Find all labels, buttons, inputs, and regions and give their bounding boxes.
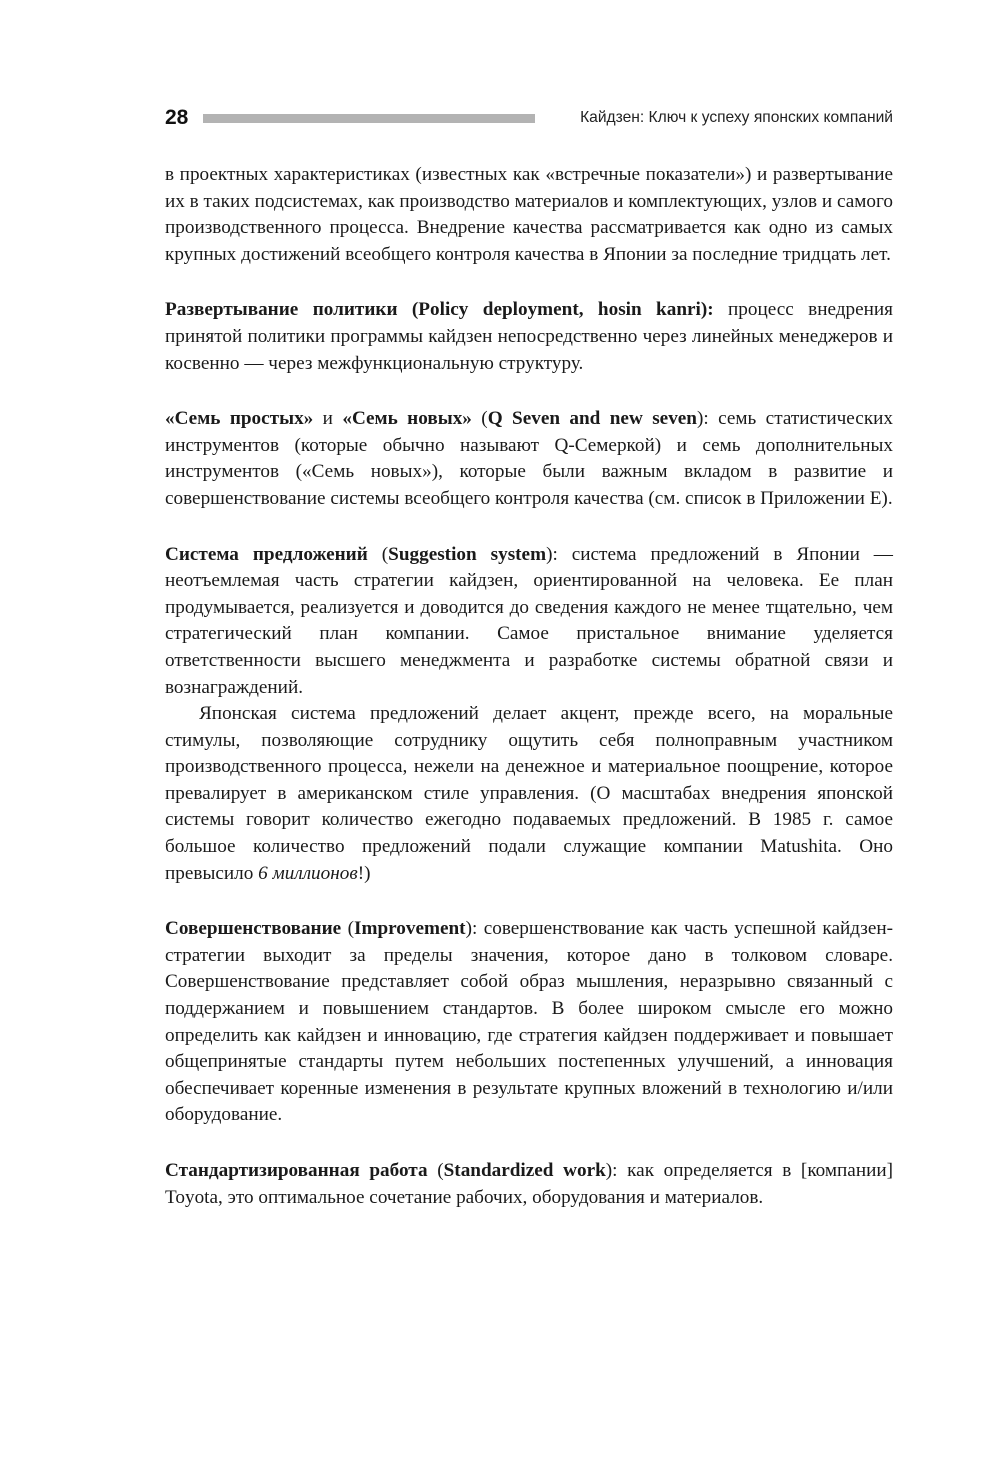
page-body: [165, 162, 893, 1211]
entry-suggestion-system: [165, 542, 893, 702]
entry-text: ): совершенствование как часть успешной кайдзен-стратегии выходит за пределы значения, которое дано в толковом словаре. Совершенствование представляет собой образ мышления, неразрывно связанный с поддержанием и повышением стандартов. В более широком смысле его можно определить как кайдзен и инновацию, где стратегия кайдзен поддерживает и повышает общепринятые стандарты путем небольших постепенных улучшений, а инновация обеспечивает коренные изменения в результате крупных вложений в технологию и/или оборудование.: [165, 918, 893, 1126]
entry-term: «Семь простых»: [165, 408, 314, 430]
entry-paren: (: [341, 918, 354, 940]
entry-term: Система предложений: [165, 543, 368, 565]
entry-term-english: Improvement: [354, 918, 466, 940]
entry-text: процесс внедрения принятой политики программы кайдзен непосредственно через линейных менеджеров и косвенно — через межфункциональную структуру.: [165, 299, 894, 374]
entry-term: «Семь новых»: [342, 408, 472, 430]
paragraph-text: Японская система предложений делает акцент, прежде всего, на моральные стимулы, позволяющие сотруднику ощутить себя полноправным участником производственного процесса, нежели на денежное и материальное поощрение, которое превалирует в американском стиле управления. (О масштабах внедрения японской системы говорит количество ежегодно подаваемых предложений. В 1985 г. самое большое количество предложений подали служащие компании Matushita. Оно превысило: [165, 703, 893, 884]
paragraph-text-end: !): [357, 862, 371, 884]
entry-improvement: [165, 916, 893, 1129]
entry-seven-tools: [165, 406, 893, 512]
entry-paren: (: [367, 543, 389, 565]
page-number: 28: [165, 106, 189, 129]
paragraph-gap: [165, 377, 893, 406]
entry-term-english: Suggestion system: [388, 543, 547, 565]
entry-term: Развертывание политики (Policy deployment, hosin kanri):: [165, 299, 714, 321]
entry-policy-deployment: [165, 297, 893, 377]
paragraph-gap: [165, 887, 893, 916]
entry-term: Совершенствование: [165, 918, 342, 940]
paragraph-gap: [165, 268, 893, 297]
paragraph-gap: [165, 513, 893, 542]
paragraph-text: в проектных характеристиках (известных как «встречные показатели») и развертывание их в таких подсистемах, как производство материалов и комплектующих, узлов и самого производственного процесса. Внедрение качества рассматривается как одно из самых крупных достижений всеобщего контроля качества в Японии за последние тридцать лет.: [165, 164, 893, 265]
running-title: Кайдзен: Ключ к успеху японских компаний: [580, 109, 893, 126]
entry-text: ): семь статистических инструментов (которые обычно называют Q-Семеркой) и семь дополнительных инструментов («Семь новых»), которые были важным вкладом в развитие и совершенствование системы всеобщего контроля качества (см. список в Приложении Е).: [165, 408, 894, 509]
running-header: [165, 104, 893, 132]
entry-term: Стандартизированная работа: [165, 1160, 428, 1181]
entry-paren: (: [427, 1160, 444, 1181]
emphasis-text: 6 миллионов: [258, 862, 358, 884]
entry-paren: (: [471, 408, 488, 430]
entry-term-english: Standardized work: [443, 1160, 606, 1181]
entry-text: ): система предложений в Японии — неотъемлемая часть стратегии кайдзен, ориентированной на человека. Ее план продумывается, реализуется и доводится до сведения каждого не менее тщательно, чем стратегический план компании. Самое пристальное внимание уделяется ответственности высшего менеджмента и разработке системы обратной связи и вознаграждений.: [165, 543, 893, 698]
entry-standardized-work: [165, 1158, 893, 1211]
entry-term-english: Q Seven and new seven: [487, 408, 697, 430]
paragraph-continuation: [165, 162, 893, 268]
paragraph-suggestion-detail: [165, 701, 893, 887]
entry-text: ): как определяется в [компании] Toyota, это оптимальное сочетание рабочих, оборудования и материалов.: [165, 1160, 894, 1208]
header-rule: [203, 114, 535, 123]
paragraph-gap: [165, 1129, 893, 1158]
entry-joiner: и: [313, 408, 343, 430]
